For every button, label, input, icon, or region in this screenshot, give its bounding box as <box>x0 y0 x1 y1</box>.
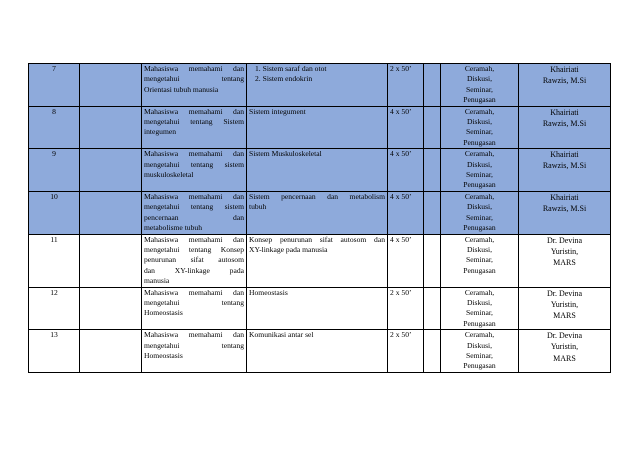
objective-line: Mahasiswa memahami dan <box>144 191 244 201</box>
lecturer-line: MARS <box>553 310 576 320</box>
study-material <box>247 64 388 107</box>
method-line: Seminar, <box>466 255 493 265</box>
teaching-method <box>441 64 519 107</box>
method-line: Penugasan <box>463 361 496 371</box>
lecturer-line: Khairiati <box>550 192 579 202</box>
teaching-method <box>441 330 519 373</box>
objective-line: Mahasiswa memahami dan <box>144 234 244 244</box>
lecturer-line: MARS <box>553 353 576 363</box>
method-line: Ceramah, <box>464 234 495 244</box>
table-row <box>29 330 611 373</box>
empty-cell <box>80 64 142 107</box>
objective-line: mengetahui tentang sistem <box>144 159 244 169</box>
method-line: Ceramah, <box>464 64 495 73</box>
objective-line: mengetahui tentang <box>144 340 244 350</box>
material-line: Sistem Muskuloskeletal <box>249 149 322 159</box>
session-number: 10 <box>29 191 80 234</box>
objective-line: mengetahui tentang <box>144 74 244 84</box>
study-material <box>247 234 388 287</box>
lecturer-line: Khairiati <box>550 150 579 160</box>
duration: 2 x 50’ <box>388 330 424 373</box>
objective-line: Homeostasis <box>144 350 183 360</box>
method-line: Diskusi, <box>466 159 493 169</box>
lecturer-line: Rawzis, M.Si <box>542 204 587 214</box>
lecturer-line: Khairiati <box>550 65 579 74</box>
lecturer-line: Rawzis, M.Si <box>542 118 587 128</box>
learning-objective <box>142 234 247 287</box>
session-number: 9 <box>29 149 80 192</box>
table-row <box>29 64 611 107</box>
objective-line: dan XY-linkage pada <box>144 265 244 275</box>
lecturer <box>519 234 611 287</box>
empty-cell <box>424 149 441 192</box>
objective-line: Mahasiswa memahami dan <box>144 149 244 159</box>
empty-cell <box>424 191 441 234</box>
duration: 4 x 50’ <box>388 106 424 149</box>
objective-line: Mahasiswa memahami dan <box>144 330 244 340</box>
teaching-method <box>441 234 519 287</box>
material-line: Konsep penurunan sifat autosom dan <box>249 234 385 244</box>
method-line: Diskusi, <box>466 74 493 84</box>
empty-cell <box>80 191 142 234</box>
method-line: Seminar, <box>466 308 493 318</box>
method-line: Ceramah, <box>464 149 495 159</box>
material-line: Komunikasi antar sel <box>249 330 314 340</box>
lecturer-line: Khairiati <box>550 107 579 117</box>
material-line: XY-linkage pada manusia <box>249 244 328 254</box>
teaching-method <box>441 191 519 234</box>
study-material <box>247 149 388 192</box>
objective-line: mengetahui tentang Sistem <box>144 117 244 127</box>
lecturer <box>519 287 611 330</box>
learning-objective <box>142 330 247 373</box>
objective-line: mengetahui tentang <box>144 297 244 307</box>
method-line: Ceramah, <box>464 287 495 297</box>
table-row <box>29 149 611 192</box>
empty-cell <box>424 64 441 107</box>
teaching-method <box>441 287 519 330</box>
method-line: Diskusi, <box>466 244 493 254</box>
method-line: Seminar, <box>466 350 493 360</box>
objective-line: muskuloskeletal <box>144 170 194 180</box>
method-line: Diskusi, <box>466 202 493 212</box>
empty-cell <box>80 287 142 330</box>
session-number: 11 <box>29 234 80 287</box>
method-line: Diskusi, <box>466 117 493 127</box>
method-line: Penugasan <box>463 180 496 190</box>
method-line: Diskusi, <box>466 297 493 307</box>
duration: 2 x 50’ <box>388 287 424 330</box>
method-line: Ceramah, <box>464 330 495 340</box>
material-line: Sistem pencernaan dan metabolism <box>249 191 385 201</box>
study-material <box>247 330 388 373</box>
lecturer-line: Rawzis, M.Si <box>542 161 587 171</box>
learning-objective <box>142 106 247 149</box>
method-line: Seminar, <box>466 170 493 180</box>
lecturer-line: Rawzis, M.Si <box>542 76 587 86</box>
method-line: Penugasan <box>463 318 496 328</box>
learning-objective <box>142 191 247 234</box>
objective-line: integumen <box>144 127 177 137</box>
session-number: 7 <box>29 64 80 107</box>
empty-cell <box>80 330 142 373</box>
teaching-method <box>441 149 519 192</box>
schedule-table <box>28 63 611 373</box>
method-line: Ceramah, <box>464 191 495 201</box>
objective-line: Homeostasis <box>144 308 183 318</box>
learning-objective <box>142 64 247 107</box>
method-line: Penugasan <box>463 265 496 275</box>
session-number: 12 <box>29 287 80 330</box>
table-row <box>29 287 611 330</box>
table-row <box>29 191 611 234</box>
duration: 4 x 50’ <box>388 149 424 192</box>
lecturer-line: Yuristin, <box>550 246 579 256</box>
empty-cell <box>80 149 142 192</box>
lecturer-line: Yuristin, <box>550 342 579 352</box>
material-line: tubuh <box>249 202 267 212</box>
duration: 2 x 50’ <box>388 64 424 107</box>
method-line: Seminar, <box>466 127 493 137</box>
method-line: Penugasan <box>463 137 496 147</box>
material-line: 2. Sistem endokrin <box>255 74 313 84</box>
objective-line: Mahasiswa memahami dan <box>144 287 244 297</box>
session-number: 13 <box>29 330 80 373</box>
objective-line: Mahasiswa memahami dan <box>144 64 244 73</box>
empty-cell <box>424 106 441 149</box>
lecturer <box>519 330 611 373</box>
lecturer <box>519 149 611 192</box>
method-line: Ceramah, <box>464 106 495 116</box>
duration: 4 x 50’ <box>388 191 424 234</box>
method-line: Diskusi, <box>466 340 493 350</box>
schedule-rows <box>29 64 611 373</box>
empty-cell <box>80 234 142 287</box>
study-material <box>247 287 388 330</box>
objective-line: manusia <box>144 276 170 286</box>
method-line: Seminar, <box>466 84 493 94</box>
duration: 4 x 50’ <box>388 234 424 287</box>
table-row <box>29 234 611 287</box>
lecturer-line: Dr. Devina <box>546 331 583 341</box>
lecturer-line: Dr. Devina <box>546 235 583 245</box>
objective-line: metabolisme tubuh <box>144 223 202 233</box>
method-line: Penugasan <box>463 223 496 233</box>
material-line: 1. Sistem saraf dan otot <box>255 64 327 73</box>
lecturer-line: Yuristin, <box>550 299 579 309</box>
material-line: Sistem integument <box>249 106 306 116</box>
empty-cell <box>80 106 142 149</box>
study-material <box>247 106 388 149</box>
empty-cell <box>424 234 441 287</box>
objective-line: mengetahui tentang sistem <box>144 202 244 212</box>
objective-line: Orientasi tubuh manusia <box>144 84 219 94</box>
method-line: Penugasan <box>463 95 496 105</box>
objective-line: pencernaan dan <box>144 212 244 222</box>
lecturer <box>519 191 611 234</box>
learning-objective <box>142 287 247 330</box>
study-material <box>247 191 388 234</box>
lecturer <box>519 106 611 149</box>
teaching-method <box>441 106 519 149</box>
material-line: Homeostasis <box>249 287 288 297</box>
empty-cell <box>424 330 441 373</box>
session-number: 8 <box>29 106 80 149</box>
lecturer-line: Dr. Devina <box>546 288 583 298</box>
objective-line: penurunan sifat autosom <box>144 255 244 265</box>
learning-objective <box>142 149 247 192</box>
empty-cell <box>424 287 441 330</box>
objective-line: Mahasiswa memahami dan <box>144 106 244 116</box>
lecturer <box>519 64 611 107</box>
table-row <box>29 106 611 149</box>
objective-line: mengetahui tentang Konsep <box>144 244 244 254</box>
method-line: Seminar, <box>466 212 493 222</box>
lecturer-line: MARS <box>553 257 576 267</box>
